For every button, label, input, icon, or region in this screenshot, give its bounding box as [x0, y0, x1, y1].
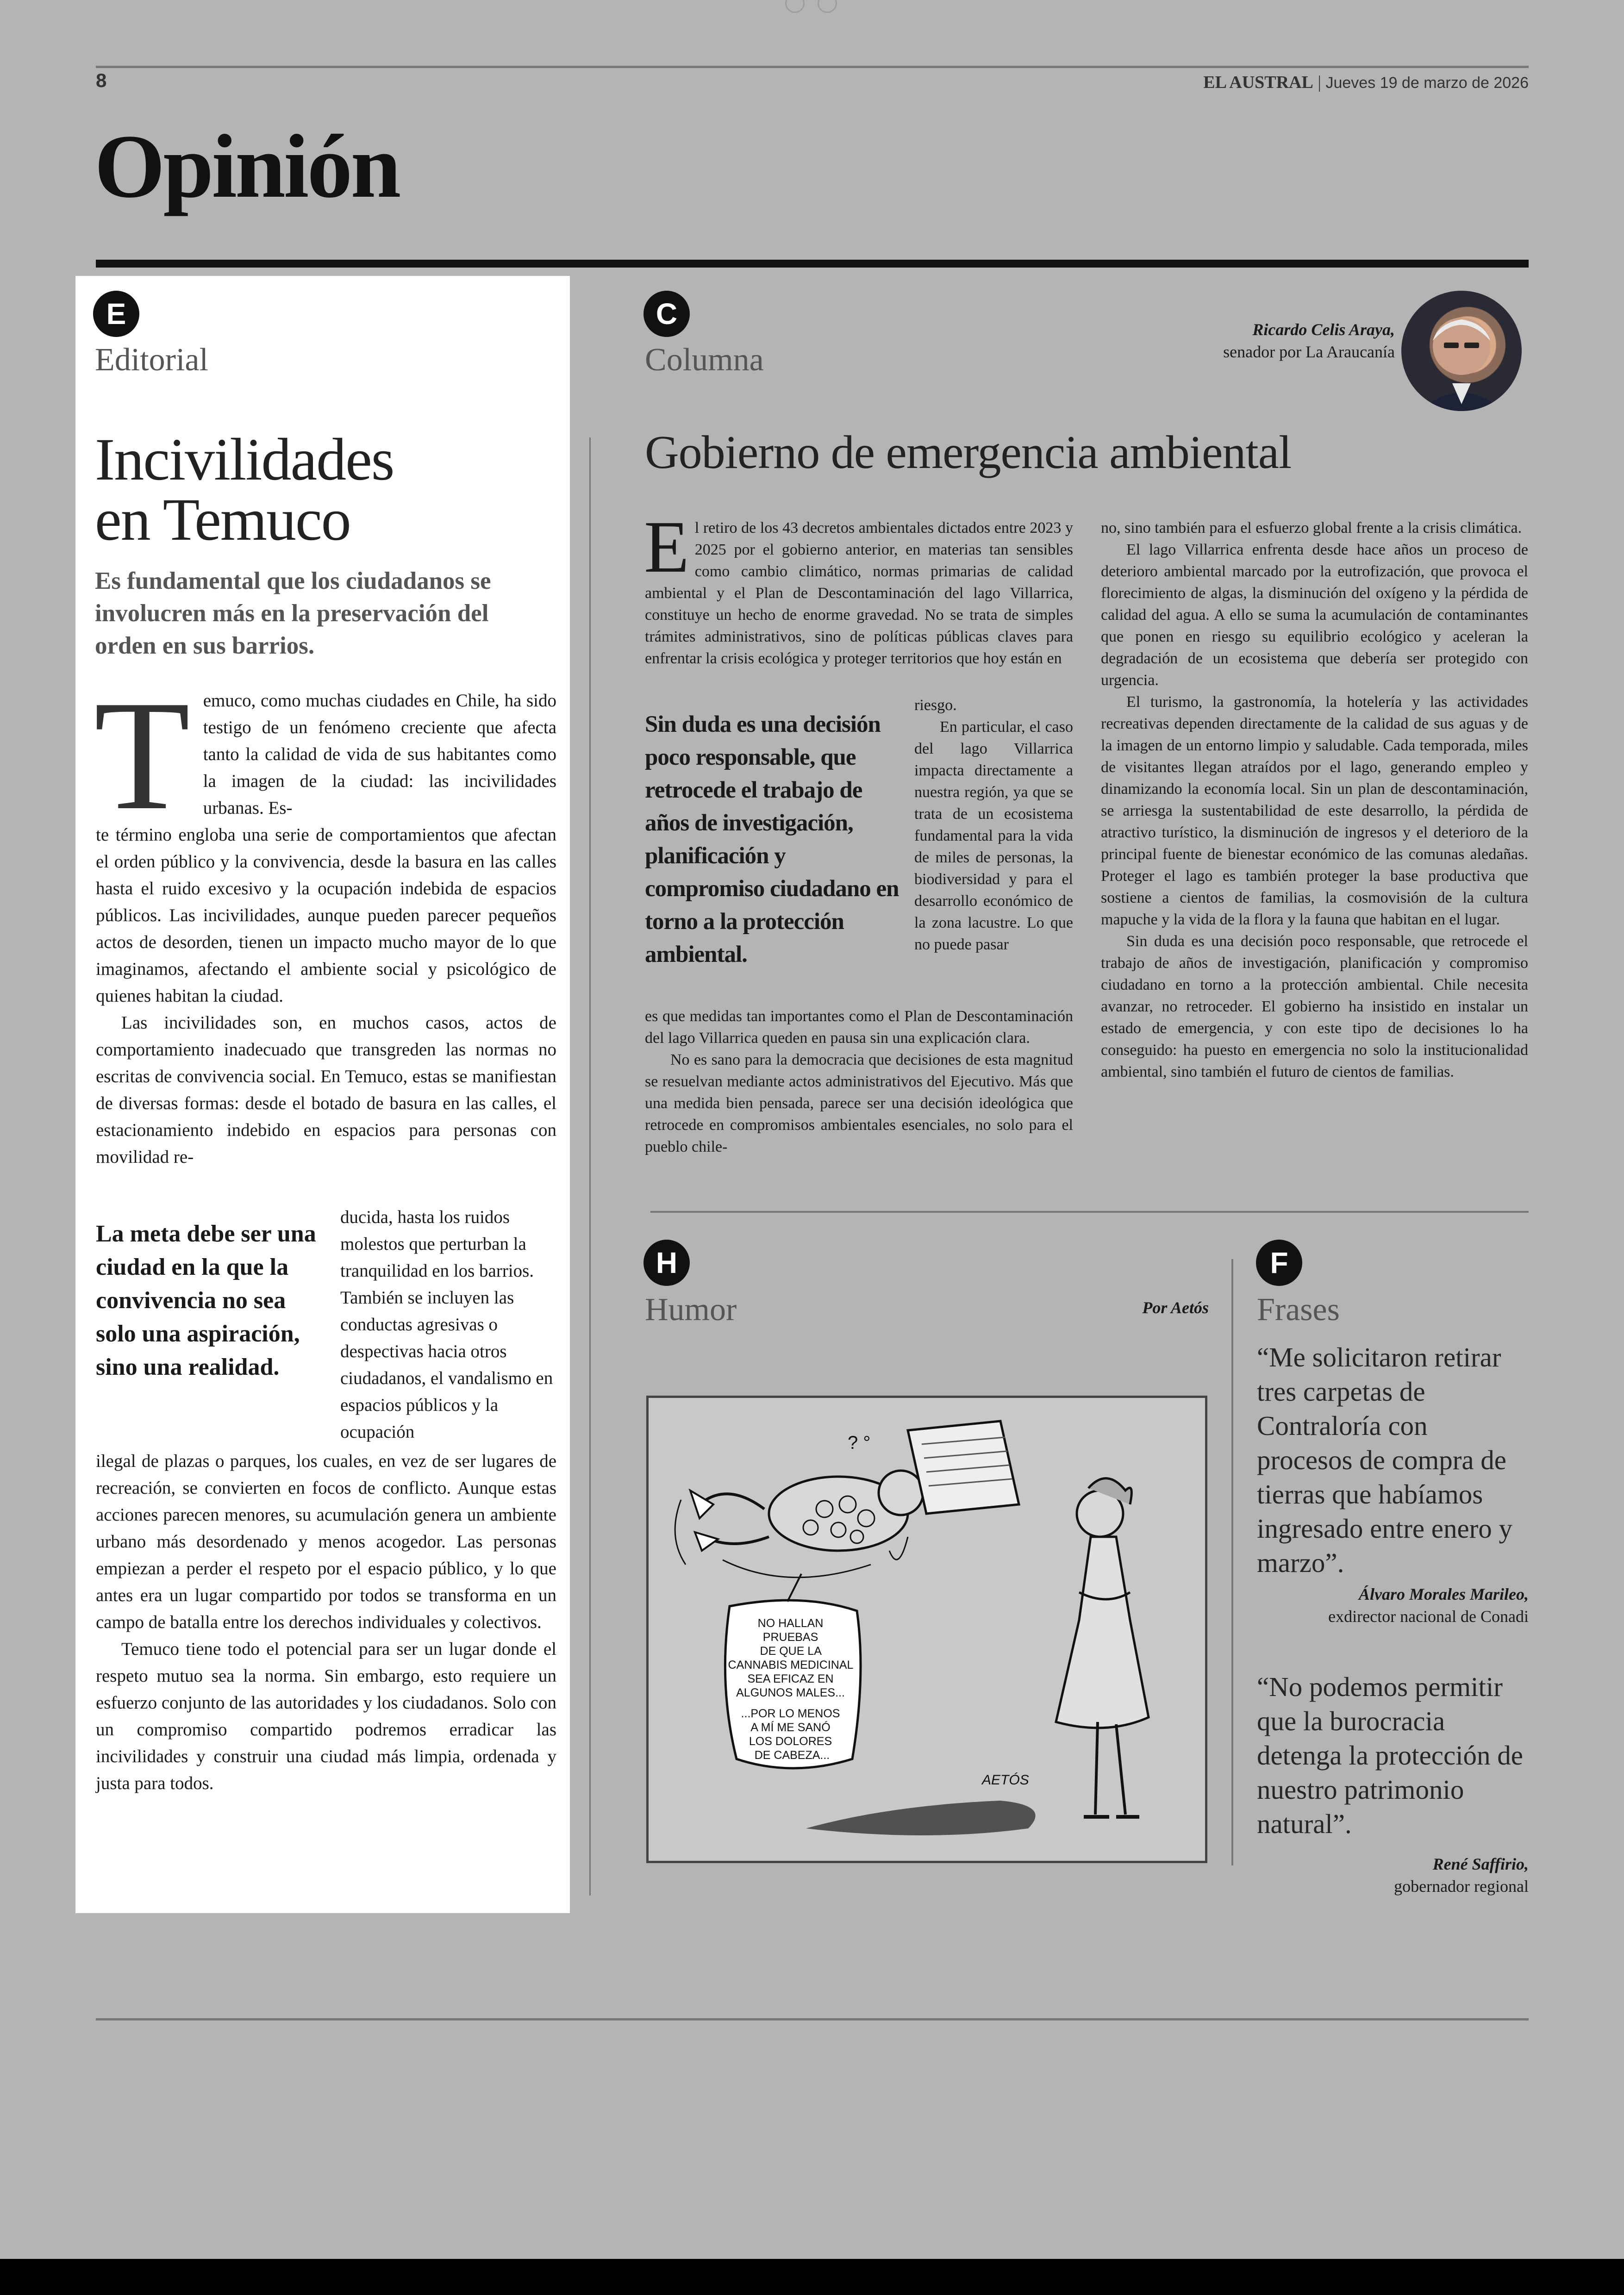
svg-text:? °: ? ° [848, 1433, 871, 1453]
balloon-line: SEA EFICAZ EN [747, 1672, 834, 1685]
page-number: 8 [96, 69, 107, 91]
column-pullquote: Sin duda es una decisión poco responsable, que retrocede el trabajo de años de investigación, planificación y compromiso ciudadano en torno a la protección ambiental. [645, 711, 899, 967]
bottom-bar [0, 2259, 1624, 2295]
column-body-left-bottom [645, 1005, 1073, 1158]
balloon-line: PRUEBAS [762, 1631, 818, 1644]
balloon-line: NO HALLAN [757, 1617, 824, 1630]
frases-author-1 [1251, 1583, 1529, 1628]
humor-label: Humor [645, 1292, 737, 1328]
section-title: Opinión [94, 116, 400, 217]
editorial-body-4 [96, 1448, 556, 1797]
frases-label: Frases [1257, 1292, 1340, 1328]
editorial-p2-mid: ducida, hasta los ruidos molestos que perturban la tranquilidad en los barrios. También se incluyen las conductas agresivas o despectivas hacia otros ciudadanos, el vandalismo en espacios públicos y la ocupación [340, 1207, 553, 1442]
balloon-line: A MÍ ME SANÓ [750, 1721, 831, 1734]
humor-badge: H [643, 1240, 690, 1286]
masthead-date [1203, 72, 1529, 93]
column-badge: C [643, 291, 690, 337]
column-bottom-rule [650, 1211, 1529, 1213]
column-p2-narrow: En particular, el caso del lago Villarrica impacta directamente a nuestra región, ya que se trata de un ecosistema fundamental para la vida de miles de personas, la biodiversidad y para el desarrollo económico de la zona lacustre. Lo que no puede pasar [914, 718, 1073, 953]
column-label: Columna [645, 342, 764, 378]
page-nav-icons [782, 0, 847, 14]
heavy-rule [96, 260, 1529, 268]
frases-quote-2: “No podemos permitir que la burocracia detenga la protección de nuestro patrimonio natural”. [1257, 1671, 1523, 1839]
issue-date: Jueves 19 de marzo de 2026 [1325, 74, 1529, 92]
column-divider [589, 437, 591, 1896]
frases-author-1-role: exdirector nacional de Conadi [1328, 1607, 1529, 1626]
editorial-badge: E [93, 291, 139, 337]
editorial-label: Editorial [95, 342, 208, 378]
editorial-p2-bottom: ilegal de plazas o parques, los cuales, en vez de ser lugares de recreación, se convierten en focos de conflicto. Aunque estas acciones parecen menores, su acumulación genera un ambiente urbano más desordenado y menos acogedor. Las personas empiezan a perder el respeto por el espacio público, y lo que antes era un lugar compartido por todos se transforma en un campo de batalla entre los derechos individuales y colectivos. [96, 1451, 556, 1632]
editorial-title-line1: Incivilidades [95, 426, 394, 493]
editorial-title-line2: en Temuco [95, 486, 350, 553]
editorial-title [95, 426, 394, 553]
column-author-name: Ricardo Celis Araya, [1252, 320, 1395, 339]
column-title: Gobierno de emergencia ambiental [645, 426, 1292, 479]
balloon-line: ALGUNOS MALES... [736, 1686, 845, 1699]
frases-quote-1: “Me solicitaron retirar tres carpetas de Contraloría con procesos de compra de tierras que habíamos ingresado entre enero y marzo”. [1257, 1342, 1513, 1578]
humor-byline: Por Aetós [1142, 1298, 1209, 1317]
editorial-body [94, 668, 556, 842]
column-r2: El lago Villarrica enfrenta desde hace años un proceso de deterioro ambiental marcado por la eutrofización, que provoca el florecimiento de algas, la disminución del oxígeno y la pérdida de calidad del agua. A ello se suma la acumulación de contaminantes que ponen en riesgo su equilibrio ecológico y aceleran la degradación de un ecosistema que debería ser protegido con urgencia. [1101, 541, 1528, 689]
column-body-riesgo [914, 694, 1073, 716]
editorial-body-2 [96, 822, 556, 1171]
column-author [1071, 318, 1395, 363]
column-body-narrow [914, 716, 1073, 955]
author-face-icon [1401, 291, 1522, 411]
column-r4: Sin duda es una decisión poco responsable, que retrocede el trabajo de años de investigación, planificación y compromiso ciudadano en torno a la protección ambiental. Chile necesita avanzar, no retroceder. El gobierno ha insistido en instalar un estado de emergencia, y con este tipo de decisiones lo ha conseguido: ha puesto en emergencia no solo la institucionalidad ambiental, sino también el futuro de cientos de familias. [1101, 933, 1528, 1080]
column-p1-riesgo: riesgo. [914, 697, 957, 714]
cartoon-signature: AETÓS [982, 1772, 1029, 1788]
separator: | [1313, 73, 1326, 92]
newspaper-name: EL AUSTRAL [1203, 73, 1313, 92]
frases-author-2-role: gobernador regional [1394, 1877, 1529, 1896]
balloon-line: CANNABIS MEDICINAL [728, 1659, 853, 1671]
frases-divider [1231, 1259, 1233, 1865]
frases-author-2-name: René Saffirio, [1432, 1855, 1529, 1873]
editorial-deck: Es fundamental que los ciudadanos se involucren más en la preservación del orden en sus barrios. [95, 568, 491, 659]
editorial-p1-rest: te término engloba una serie de comportamientos que afectan el orden público y la convivencia, desde la basura en las calles hasta el ruido excesivo y la ocupación indebida de espacios públicos. Las incivilidades, aunque pueden parecer pequeños actos de desorden, tienen un impacto mucho mayor de lo que imaginamos, afectando el ambiente social y psicológico de quienes habitan la ciudad. [96, 825, 556, 1006]
editorial-body-3 [340, 1204, 556, 1446]
column-body-left-top [644, 505, 1073, 669]
cartoon [646, 1396, 1207, 1863]
editorial-pullquote: La meta debe ser una ciudad en la que la convivencia no sea solo una aspiración, sino una realidad. [96, 1221, 316, 1380]
column-dropcap: E [644, 505, 689, 588]
prev-page-icon[interactable] [785, 0, 805, 13]
column-author-role: senador por La Araucanía [1223, 343, 1395, 361]
cartoon-drawing-icon [649, 1398, 1205, 1861]
column-p1-top: l retiro de los 43 decretos ambientales dictados entre 2023 y 2025 por el gobierno anterior, en materias tan sensibles como cambio climático, normas primarias de calidad ambiental y el Plan de Descontaminación del lago Villarrica, constituye un hecho de enorme gravedad. No se trata de simples trámites administrativos, sino de políticas públicas claves para enfrentar la crisis ecológica y proteger territorios que hoy están en [645, 519, 1073, 667]
frases-badge: F [1256, 1240, 1302, 1286]
balloon-line: ...POR LO MENOS [741, 1707, 840, 1720]
balloon-line: LOS DOLORES [749, 1735, 832, 1748]
column-r3: El turismo, la gastronomía, la hotelería y las actividades recreativas dependen directamente de la calidad de sus aguas y de la imagen de un entorno limpio y saludable. Cada temporada, miles de visitantes llegan atraídos por el lago, generando empleo y dinamizando la economía local. Sin un plan de descontaminación, se arriesga la sustentabilidad de este desarrollo, la pérdida de atractivo turístico, la disminución de ingresos y el deterioro de la principal fuente de bienestar económico de las comunas aledañas. Proteger el lago es también proteger la base productiva que sostiene a cientos de familias, la cosmovisión de la cultura mapuche y la vida de la flora y la fauna que habitan en el lugar. [1101, 693, 1528, 928]
editorial-p1-top: emuco, como muchas ciudades en Chile, ha sido testigo de un fenómeno creciente que afecta tanto la calidad de vida de sus habitantes como la imagen de la ciudad: las incivilidades urbanas. Es- [203, 691, 556, 818]
balloon-line: DE QUE LA [760, 1645, 821, 1658]
balloon-line: DE CABEZA... [754, 1749, 830, 1762]
column-p2-wide: es que medidas tan importantes como el Plan de Descontaminación del lago Villarrica queden en pausa sin una explicación clara. [645, 1008, 1073, 1047]
author-photo [1401, 291, 1522, 411]
column-r1: no, sino también para el esfuerzo global frente a la crisis climática. [1101, 519, 1522, 536]
next-page-icon[interactable] [818, 0, 837, 13]
column-p3: No es sano para la democracia que decisiones de esta magnitud se resuelvan mediante actos administrativos del Ejecutivo. Más que una medida bien pensada, parece ser una decisión ideológica que retrocede en compromisos ambientales esenciales, no solo para el pueblo chile- [645, 1051, 1073, 1155]
editorial-p2-top: Las incivilidades son, en muchos casos, actos de comportamiento inadecuado que transgreden las normas no escritas de convivencia social. En Temuco, estas se manifiestan de diversas formas: desde el botado de basura en las calles, el estacionamiento indebido en espacios para personas con movilidad re- [96, 1013, 556, 1167]
editorial-p3: Temuco tiene todo el potencial para ser un lugar donde el respeto mutuo sea la norma. Sin embargo, esto requiere un esfuerzo conjunto de las autoridades y los ciudadanos. Solo con un compromiso compartido podremos erradicar las incivilidades y construir una ciudad más limpia, ordenada y justa para todos. [96, 1639, 556, 1793]
frases-author-1-name: Álvaro Morales Marileo, [1358, 1585, 1529, 1603]
frases-author-2 [1251, 1853, 1529, 1897]
column-body-right [1101, 517, 1528, 1083]
editorial-dropcap: T [94, 668, 190, 842]
bottom-rule [96, 2018, 1529, 2021]
top-rule [96, 66, 1529, 68]
